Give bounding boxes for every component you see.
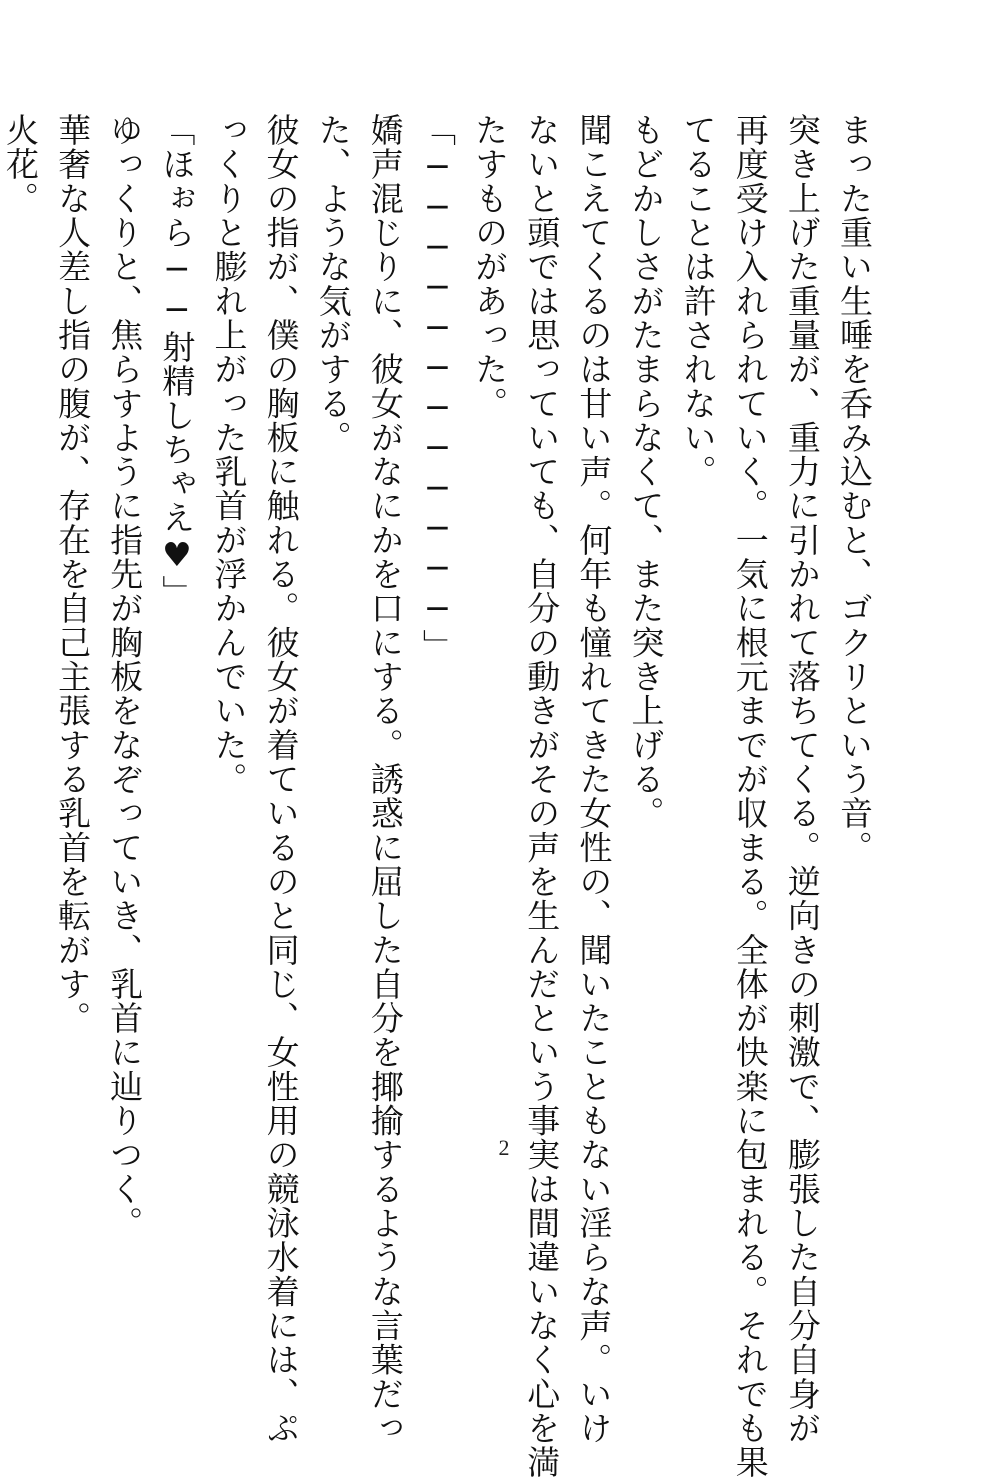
text-line: もどかしさがたまらなくて、また突き上げる。: [626, 113, 666, 831]
text-line: 再度受け入れられていく。一気に根元までが収まる。全体が快楽に包まれる。それでも果: [730, 113, 770, 1479]
vertical-text-body: [1, 113, 880, 1479]
text-line: 突き上げた重量が、重力に引かれて落ちてくる。逆向きの刺激で、膨張した自分自身が: [782, 113, 822, 1446]
text-line: 嬌声混じりに、彼女がなにかを口にする。誘惑に屈した自分を揶揄するような言葉だっ: [365, 113, 405, 1446]
text-line: 華奢な人差し指の腹が、存在を自己主張する乳首を転がす。: [53, 113, 93, 1036]
text-line: てることは許されない。: [678, 113, 718, 489]
page-number: 2: [498, 1135, 510, 1160]
text-line: た、ような気がする。: [313, 113, 353, 455]
text-line: まった重い生唾を呑み込むと、ゴクリという音。: [835, 113, 874, 865]
text-line: 「────────────」: [418, 113, 457, 664]
text-line: ゆっくりと、焦らすように指先が胸板をなぞっていき、乳首に辿りつく。: [105, 113, 145, 1241]
text-line: 「ほぉら──射精しちゃえ♥」: [157, 113, 197, 610]
text-line: 聞こえてくるのは甘い声。何年も憧れてきた女性の、聞いたこともない淫らな声。いけ: [574, 113, 614, 1446]
text-line: っくりと膨れ上がった乳首が浮かんでいた。: [209, 113, 249, 797]
text-line: 火花。: [1, 113, 40, 216]
text-line: ないと頭では思っていても、自分の動きがその声を生んだという事実は間違いなく心を満: [522, 113, 562, 1479]
text-line: たすものがあった。: [470, 113, 510, 421]
text-line: 彼女の指が、僕の胸板に触れる。彼女が着ているのと同じ、女性用の競泳水着には、ぷ: [261, 113, 301, 1446]
